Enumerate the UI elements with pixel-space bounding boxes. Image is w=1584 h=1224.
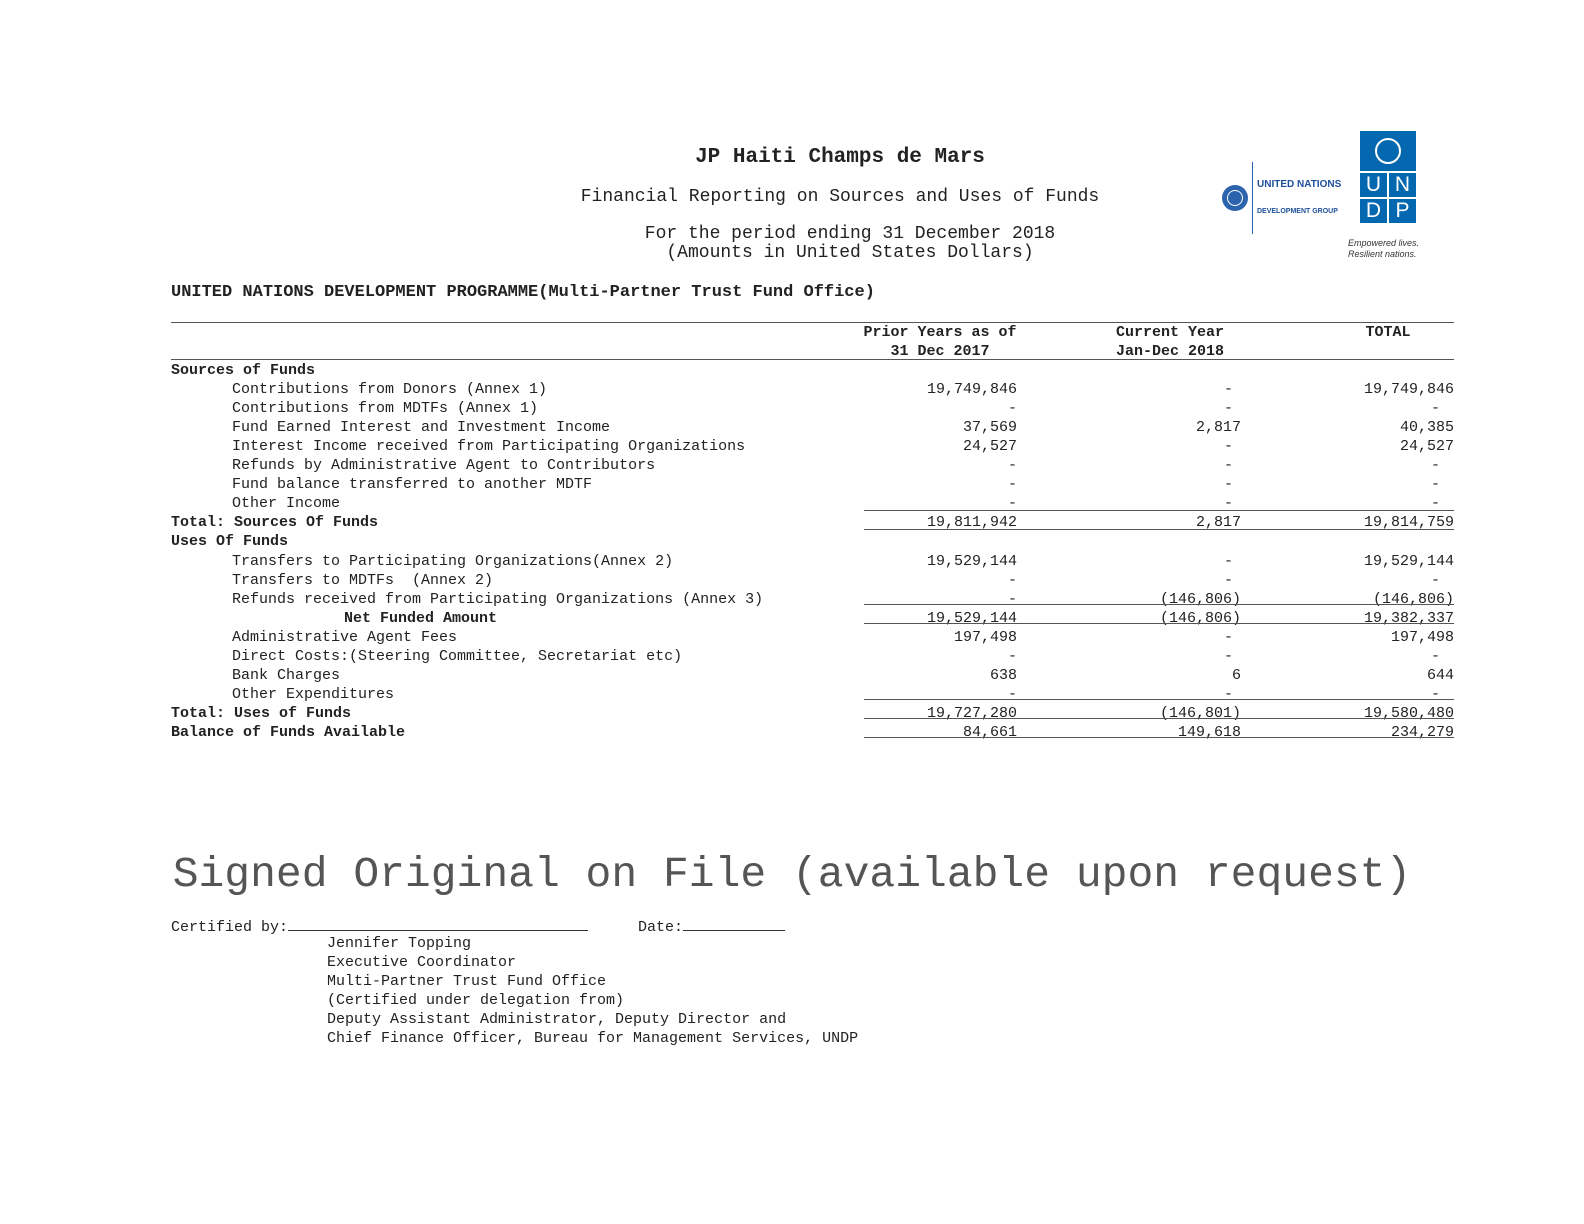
signed-original-watermark: Signed Original on File (available upon request): [172, 850, 1412, 899]
date-line: [683, 916, 785, 931]
current-year-value: -: [1223, 495, 1233, 513]
row-label: Refunds received from Participating Organizations (Annex 3): [232, 590, 764, 608]
prior-years-value: 37,569: [962, 419, 1017, 437]
period-line: For the period ending 31 December 2018: [644, 224, 1056, 244]
row-label: Direct Costs:(Steering Committee, Secretariat etc): [232, 647, 683, 665]
column-header-total: TOTAL: [1365, 324, 1411, 341]
row-label: Other Income: [232, 495, 341, 513]
total-value: 24,527: [1399, 438, 1454, 456]
current-year-value: (146,801): [1159, 704, 1241, 722]
prior-years-value: 19,529,144: [926, 609, 1017, 627]
current-year-value: -: [1223, 400, 1233, 418]
table-row: [0, 475, 1584, 494]
prior-years-value: 19,749,846: [926, 381, 1017, 399]
current-year-value: -: [1223, 685, 1233, 703]
row-label: Contributions from MDTFs (Annex 1): [232, 400, 539, 418]
table-row: [0, 532, 1584, 551]
total-value: -: [1430, 647, 1440, 665]
tagline-line2: Resilient nations.: [1348, 249, 1417, 259]
total-value: 19,529,144: [1363, 552, 1454, 570]
row-label: Sources of Funds: [171, 362, 316, 379]
signer-name: Jennifer Topping: [327, 935, 472, 952]
prior-years-value: -: [1007, 647, 1017, 665]
table-row: [0, 590, 1584, 609]
report-title: JP Haiti Champs de Mars: [695, 146, 985, 169]
prior-years-value: -: [1007, 457, 1017, 475]
table-row: [0, 723, 1584, 742]
total-value: -: [1430, 457, 1440, 475]
prior-years-value: -: [1007, 476, 1017, 494]
table-row: [0, 666, 1584, 685]
un-laurel-icon: [1360, 131, 1416, 171]
undg-line2: DEVELOPMENT GROUP: [1257, 208, 1338, 215]
table-row: [0, 456, 1584, 475]
table-row: [0, 437, 1584, 456]
row-label: Transfers to MDTFs (Annex 2): [232, 571, 494, 589]
tagline-line1: Empowered lives.: [1348, 238, 1420, 248]
current-year-value: -: [1223, 628, 1233, 646]
current-year-value: -: [1223, 476, 1233, 494]
undp-logo: [1360, 131, 1416, 223]
reporting-period: [0, 225, 1584, 263]
column-header-prior-years: Prior Years as of 31 Dec 2017: [863, 324, 1017, 360]
current-year-value: (146,806): [1159, 590, 1241, 608]
table-row: [0, 628, 1584, 647]
row-label: Fund Earned Interest and Investment Income: [232, 419, 611, 437]
current-year-value: 149,618: [1177, 723, 1241, 741]
date-label: Date:: [638, 919, 684, 936]
signer-title: Executive Coordinator: [327, 954, 517, 971]
table-row: [0, 418, 1584, 437]
certified-label: Certified by:: [171, 919, 289, 936]
table-row: [0, 704, 1584, 723]
organization-name: UNITED NATIONS DEVELOPMENT PROGRAMME(Multi-Partner Trust Fund Office): [171, 283, 875, 302]
table-row: [0, 380, 1584, 399]
table-row: [0, 685, 1584, 704]
prior-years-value: -: [1007, 685, 1017, 703]
row-label: Refunds by Administrative Agent to Contributors: [232, 457, 656, 475]
current-year-value: -: [1223, 381, 1233, 399]
prior-years-value: 19,529,144: [926, 552, 1017, 570]
signer-office: Multi-Partner Trust Fund Office: [327, 973, 607, 990]
subtotal-rule: [864, 604, 1454, 605]
signer-delegation-title: Deputy Assistant Administrator, Deputy Director and: [327, 1011, 787, 1028]
current-year-value: -: [1223, 457, 1233, 475]
total-value: -: [1430, 571, 1440, 589]
row-label: Administrative Agent Fees: [232, 628, 458, 646]
undp-letter: D: [1360, 199, 1387, 223]
total-value: 19,580,480: [1363, 704, 1454, 722]
total-value: 19,749,846: [1363, 381, 1454, 399]
undg-logo: [1222, 162, 1341, 234]
row-label: Bank Charges: [232, 666, 341, 684]
current-year-value: 2,817: [1195, 514, 1241, 532]
current-year-value: 6: [1231, 666, 1241, 684]
subtotal-rule: [864, 510, 1454, 511]
undg-line1: UNITED NATIONS: [1257, 179, 1342, 190]
row-label: Total: Sources Of Funds: [171, 514, 379, 532]
prior-years-value: 19,811,942: [926, 514, 1017, 532]
total-value: -: [1430, 400, 1440, 418]
current-year-value: -: [1223, 571, 1233, 589]
prior-years-value: 19,727,280: [926, 704, 1017, 722]
prior-years-value: -: [1007, 571, 1017, 589]
total-value: -: [1430, 476, 1440, 494]
subtotal-rule: [864, 699, 1454, 700]
total-value: 234,279: [1390, 723, 1454, 741]
row-label: Uses Of Funds: [171, 533, 289, 551]
header-bottom-rule: [171, 359, 1454, 360]
prior-years-value: 197,498: [953, 628, 1017, 646]
row-label: Interest Income received from Participating Organizations: [232, 438, 746, 456]
current-year-value: (146,806): [1159, 609, 1241, 627]
un-emblem-icon: [1222, 185, 1248, 211]
column-header-current-year: Current Year Jan-Dec 2018: [1115, 324, 1225, 360]
signer-delegation-title: Chief Finance Officer, Bureau for Management Services, UNDP: [327, 1030, 859, 1047]
prior-years-value: -: [1007, 400, 1017, 418]
current-year-value: -: [1223, 647, 1233, 665]
total-value: 19,814,759: [1363, 514, 1454, 532]
certified-by: [171, 916, 588, 936]
prior-years-value: 84,661: [962, 723, 1017, 741]
row-label: Transfers to Participating Organizations(Annex 2): [232, 552, 674, 570]
currency-line: (Amounts in United States Dollars): [666, 243, 1034, 263]
row-label: Other Expenditures: [232, 685, 395, 703]
total-value: -: [1430, 685, 1440, 703]
current-year-value: -: [1223, 438, 1233, 456]
total-rule: [864, 718, 1454, 719]
total-value: 197,498: [1390, 628, 1454, 646]
total-value: 644: [1426, 666, 1454, 684]
prior-years-value: 638: [989, 666, 1017, 684]
undp-letter: P: [1389, 199, 1416, 223]
table-row: [0, 647, 1584, 666]
prior-years-value: -: [1007, 590, 1017, 608]
total-value: -: [1430, 495, 1440, 513]
undp-tagline: [1348, 238, 1419, 260]
report-subtitle: Financial Reporting on Sources and Uses of Funds: [580, 187, 1100, 207]
table-row: [0, 399, 1584, 418]
row-label: Net Funded Amount: [344, 609, 498, 627]
table-row: [0, 609, 1584, 628]
total-value: 19,382,337: [1363, 609, 1454, 627]
table-row: [0, 361, 1584, 380]
signature-line: [288, 916, 588, 931]
current-year-value: 2,817: [1195, 419, 1241, 437]
row-label: Balance of Funds Available: [171, 723, 406, 741]
table-row: [0, 552, 1584, 571]
row-label: Contributions from Donors (Annex 1): [232, 381, 548, 399]
undp-letter: N: [1389, 173, 1416, 197]
current-year-value: -: [1223, 552, 1233, 570]
table-row: [0, 571, 1584, 590]
prior-years-value: 24,527: [962, 438, 1017, 456]
total-rule: [864, 737, 1454, 738]
date-field: [638, 916, 785, 936]
row-label: Fund balance transferred to another MDTF: [232, 476, 593, 494]
total-rule: [864, 623, 1454, 624]
undp-letter: U: [1360, 173, 1387, 197]
total-rule: [864, 529, 1454, 530]
prior-years-value: -: [1007, 495, 1017, 513]
row-label: Total: Uses of Funds: [171, 704, 352, 722]
total-value: (146,806): [1372, 590, 1454, 608]
signer-delegation: (Certified under delegation from): [327, 992, 625, 1009]
signer-block: [327, 934, 858, 1048]
total-value: 40,385: [1399, 419, 1454, 437]
